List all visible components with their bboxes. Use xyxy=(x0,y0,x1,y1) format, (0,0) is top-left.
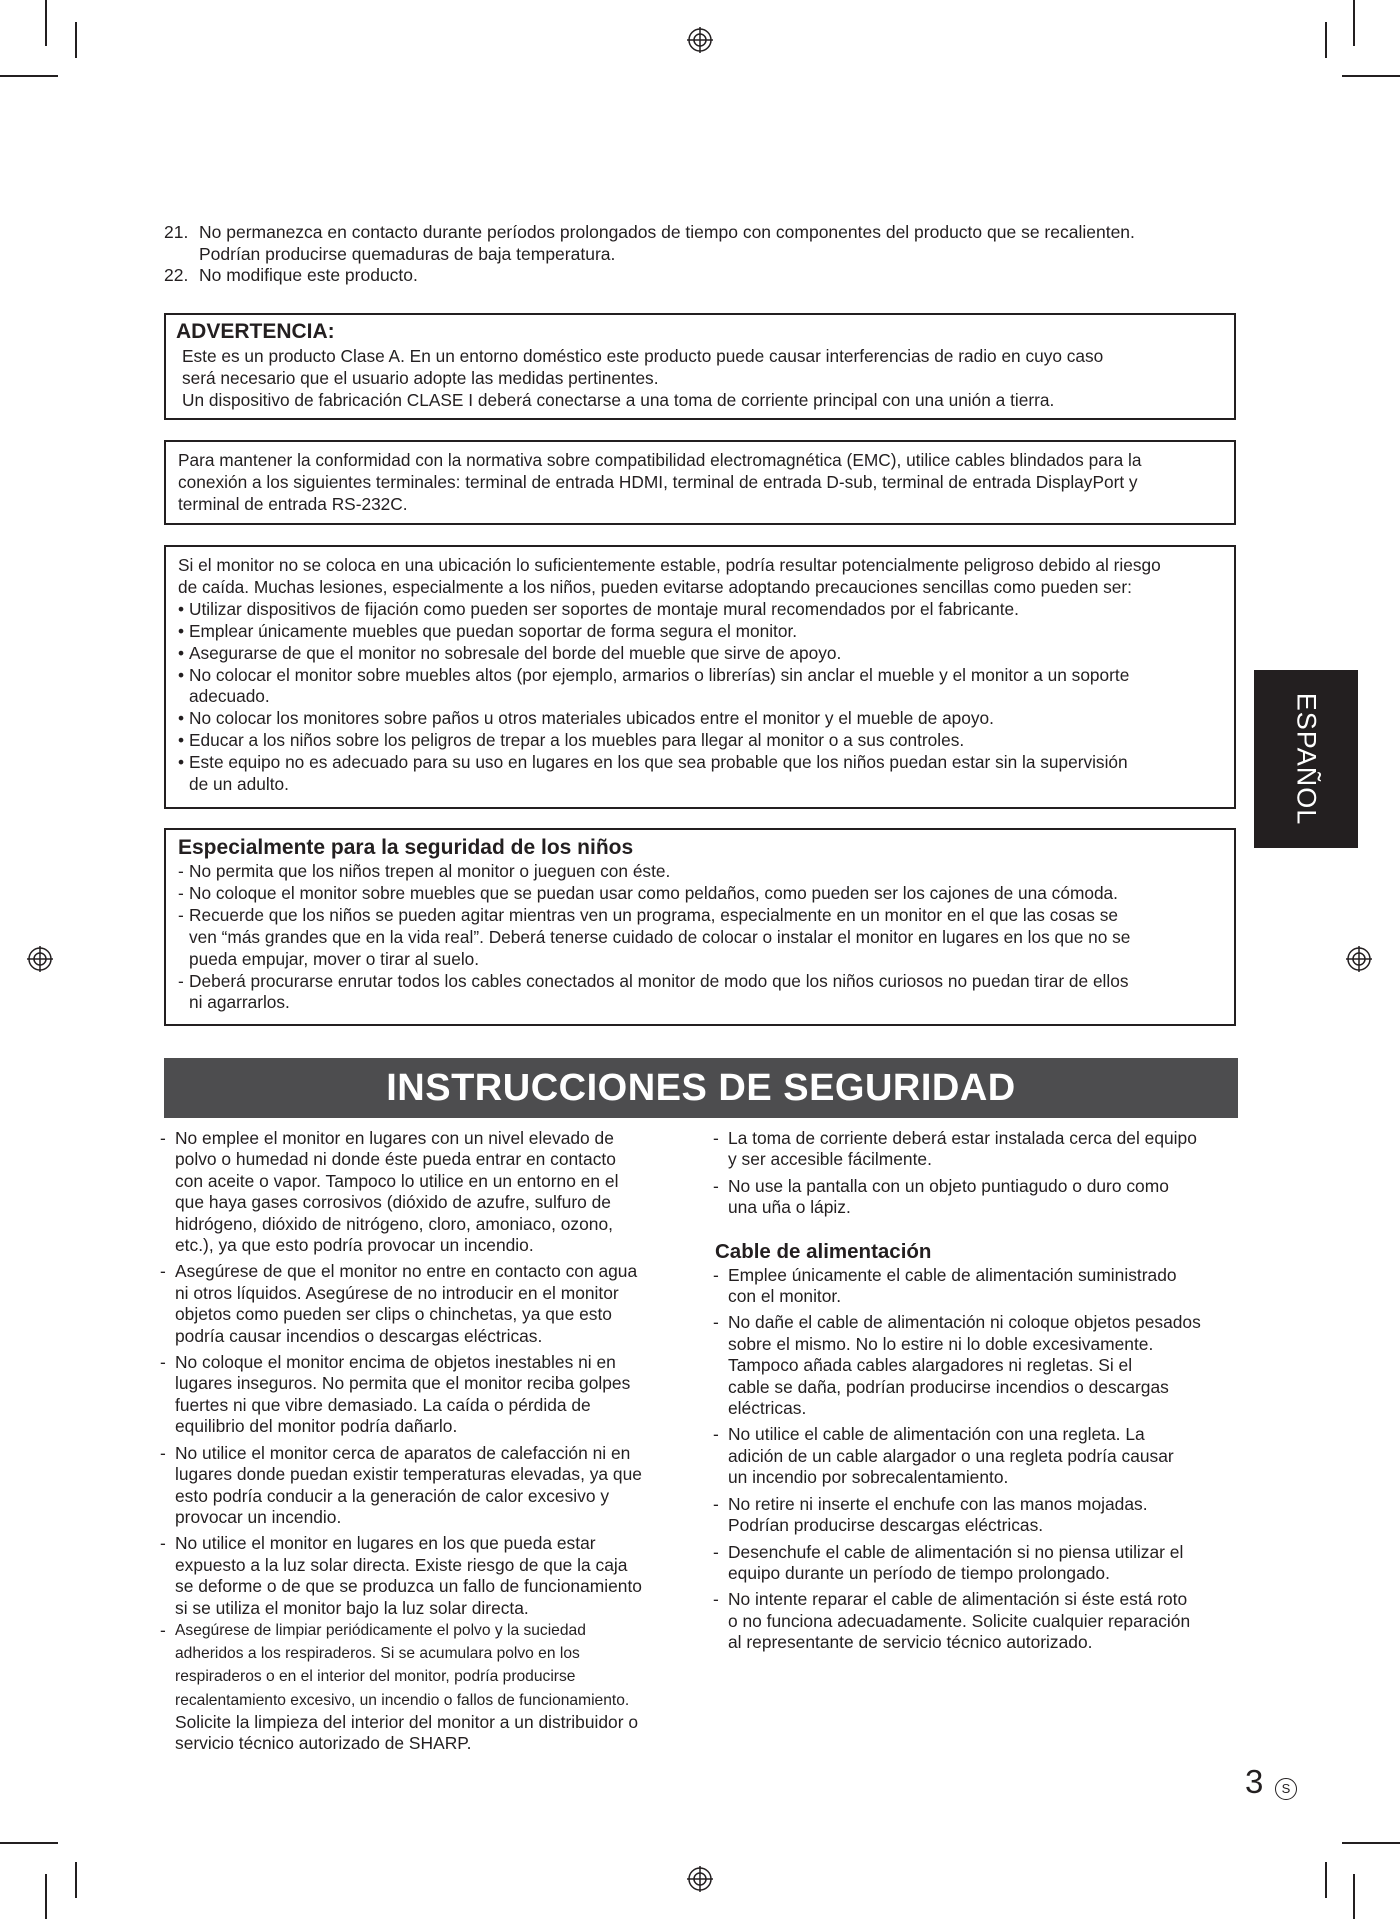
left-column xyxy=(160,1128,688,1760)
language-label: ESPAÑOL xyxy=(1291,692,1322,826)
bullet-marker: • xyxy=(178,620,185,641)
language-code-badge: S xyxy=(1275,1778,1297,1800)
section-title-bar: INSTRUCCIONES DE SEGURIDAD xyxy=(164,1058,1238,1118)
bullet-marker: • xyxy=(178,730,185,751)
list-item: - Asegúrese de que el monitor no entre en contacto con agua ni otros líquidos. Asegúrese de no introducir en el monitor objetos como pueden ser clips o chinchetas, ya que esto podría causar incendios o descargas eléctricas. xyxy=(160,1261,638,1346)
bullet-marker: • xyxy=(178,664,185,685)
bullet-marker: • xyxy=(178,642,185,663)
stability-intro-line: de caída. Muchas lesiones, especialmente a los niños, pueden evitarse adoptando precauciones sencillas como pueden ser: xyxy=(178,576,1132,597)
crop-mark xyxy=(1353,1874,1355,1919)
bullet-marker: • xyxy=(178,752,185,773)
language-tab xyxy=(1254,670,1358,848)
item-text: No modifique este producto. xyxy=(199,265,418,285)
list-item: - No dañe el cable de alimentación ni coloque objetos pesados sobre el mismo. No lo estire ni lo doble excesivamente. Tampoco añada cables alargadores ni regletas. Si el cable se daña, podrían producirse incendios o descargas eléctricas. xyxy=(713,1312,1201,1419)
bullet-marker: • xyxy=(178,598,185,619)
registration-mark-icon xyxy=(687,1866,713,1892)
emc-line: Para mantener la conformidad con la normativa sobre compatibilidad electromagnética (EMC), utilice cables blindados para la xyxy=(178,450,1142,470)
child-safety-box xyxy=(164,828,1236,1026)
power-cable-heading: Cable de alimentación xyxy=(715,1239,932,1263)
registration-mark-icon xyxy=(687,27,713,53)
list-item: - Deberá procurarse enrutar todos los cables conectados al monitor de modo que los niños curiosos no puedan tirar de ellos ni agarrarlos. xyxy=(178,970,1129,1013)
list-item: - No utilice el monitor en lugares en los que pueda estar expuesto a la luz solar directa. Existe riesgo de que la caja se deforme o de que se produzca un fallo de funcionamiento si se utiliza el monitor bajo la luz solar directa. xyxy=(160,1533,642,1618)
emc-line: conexión a los siguientes terminales: terminal de entrada HDMI, terminal de entrada D-sub, terminal de entrada DisplayPort y xyxy=(178,471,1138,492)
registration-mark-icon xyxy=(27,946,53,972)
list-item: - Emplee únicamente el cable de alimentación suministrado con el monitor. xyxy=(713,1264,1177,1307)
warning-heading: ADVERTENCIA: xyxy=(176,320,335,343)
emc-line: terminal de entrada RS-232C. xyxy=(178,493,408,514)
list-item xyxy=(164,265,1244,287)
crop-mark xyxy=(45,0,47,46)
item-text: No permanezca en contacto durante períodos prolongados de tiempo con componentes del producto que se recalienten. xyxy=(199,222,1135,242)
list-item: - No coloque el monitor encima de objetos inestables ni en lugares inseguros. No permita que el monitor reciba golpes fuertes ni que vibre demasiado. La caída o pérdida de equilibrio del monitor podría dañarlo. xyxy=(160,1352,631,1437)
list-item: • No colocar el monitor sobre muebles altos (por ejemplo, armarios o librerías) sin anclar el mueble y el monitor a un soporte adecuado. xyxy=(178,664,1130,707)
list-item: • Emplear únicamente muebles que puedan soportar de forma segura el monitor. xyxy=(178,620,798,641)
list-item: - No use la pantalla con un objeto puntiagudo o duro como una uña o lápiz. xyxy=(713,1175,1169,1218)
list-item: - Recuerde que los niños se pueden agitar mientras ven un programa, especialmente en un monitor en el que las cosas se ven “más grandes que en la vida real”. Deberá tenerse cuidado de colocar o instalar el monitor en lugares en los que no se pueda empujar, mover o tirar al suelo. xyxy=(178,904,1131,969)
warning-line: Un dispositivo de fabricación CLASE I deberá conectarse a una toma de corriente principal con una unión a tierra. xyxy=(182,389,1055,410)
list-item: - No emplee el monitor en lugares con un nivel elevado de polvo o humedad ni donde éste pueda entrar en contacto con aceite o vapor. Tampoco lo utilice en un entorno en el que haya gases corrosivos (dióxido de azufre, sulfuro de hidrógeno, dióxido de nitrógeno, cloro, amoniaco, ozono, etc.), ya que esto podría provocar un incendio. xyxy=(160,1128,619,1256)
list-item: - Asegúrese de limpiar periódicamente el polvo y la suciedad adheridos a los respiraderos. Si se acumulara polvo en los respiraderos o en el interior del monitor, podría producirse recalentamiento excesivo, un incendio o fallos de funcionamiento. Solicite la limpieza del interior del monitor a un distribuidor o servicio técnico autorizado de SHARP. xyxy=(160,1619,639,1754)
crop-mark xyxy=(1325,1862,1327,1898)
crop-mark xyxy=(1325,22,1327,58)
warning-box xyxy=(164,313,1236,420)
list-item: • Este equipo no es adecuado para su uso en lugares en los que sea probable que los niños puedan estar sin la supervisión de un adulto. xyxy=(178,752,1128,795)
list-item: - No intente reparar el cable de alimentación si éste está roto o no funciona adecuadamente. Solicite cualquier reparación al representante de servicio técnico autorizado. xyxy=(713,1589,1191,1653)
registration-mark-icon xyxy=(1346,946,1372,972)
list-item: • No colocar los monitores sobre paños u otros materiales ubicados entre el monitor y el mueble de apoyo. xyxy=(178,708,994,729)
stability-notice-box xyxy=(164,545,1236,809)
right-column xyxy=(713,1128,1241,1659)
list-item: • Utilizar dispositivos de fijación como pueden ser soportes de montaje mural recomendados por el fabricante. xyxy=(178,598,1019,619)
list-item xyxy=(164,222,1244,265)
warning-line: Este es un producto Clase A. En un entorno doméstico este producto puede causar interferencias de radio en cuyo caso xyxy=(182,346,1104,366)
item-number: 21. xyxy=(164,222,189,242)
list-item: - La toma de corriente deberá estar instalada cerca del equipo y ser accesible fácilmente. xyxy=(713,1128,1197,1170)
crop-mark xyxy=(1342,75,1400,77)
crop-mark xyxy=(1342,1842,1400,1844)
list-item: - No retire ni inserte el enchufe con las manos mojadas. Podrían producirse descargas eléctricas. xyxy=(713,1493,1148,1536)
crop-mark xyxy=(45,1874,47,1919)
list-item: - No utilice el monitor cerca de aparatos de calefacción ni en lugares donde puedan existir temperaturas elevadas, ya que esto podría conducir a la generación de calor excesivo y provocar un incendio. xyxy=(160,1442,642,1527)
crop-mark xyxy=(0,1842,58,1844)
crop-mark xyxy=(75,1862,77,1898)
item-text-continued: Podrían producirse quemaduras de baja temperatura. xyxy=(199,243,616,264)
item-number: 22. xyxy=(164,265,189,285)
bullet-marker: • xyxy=(178,708,185,729)
warning-line: será necesario que el usuario adopte las medidas pertinentes. xyxy=(182,367,659,388)
list-item: • Educar a los niños sobre los peligros de trepar a los muebles para llegar al monitor o a sus controles. xyxy=(178,730,965,751)
numbered-precautions xyxy=(164,222,1244,287)
page-number: 3 xyxy=(1245,1763,1264,1800)
list-item: • Asegurarse de que el monitor no sobresale del borde del mueble que sirve de apoyo. xyxy=(178,642,842,663)
crop-mark xyxy=(75,22,77,58)
list-item: - Desenchufe el cable de alimentación si no piensa utilizar el equipo durante un período de tiempo prolongado. xyxy=(713,1541,1184,1583)
stability-intro-line: Si el monitor no se coloca en una ubicación lo suficientemente estable, podría resultar potencialmente peligroso debido al riesgo xyxy=(178,555,1161,575)
emc-notice-box xyxy=(164,440,1236,525)
list-item: - No coloque el monitor sobre muebles que se puedan usar como peldaños, como pueden ser los cajones de una cómoda. xyxy=(178,882,1118,903)
child-safety-heading: Especialmente para la seguridad de los niños xyxy=(178,836,634,859)
list-item: - No permita que los niños trepen al monitor o jueguen con éste. xyxy=(178,861,671,881)
list-item: - No utilice el cable de alimentación con una regleta. La adición de un cable alargador o una regleta podría causar un incendio por sobrecalentamiento. xyxy=(713,1424,1174,1488)
crop-mark xyxy=(1353,0,1355,46)
crop-mark xyxy=(0,75,58,77)
